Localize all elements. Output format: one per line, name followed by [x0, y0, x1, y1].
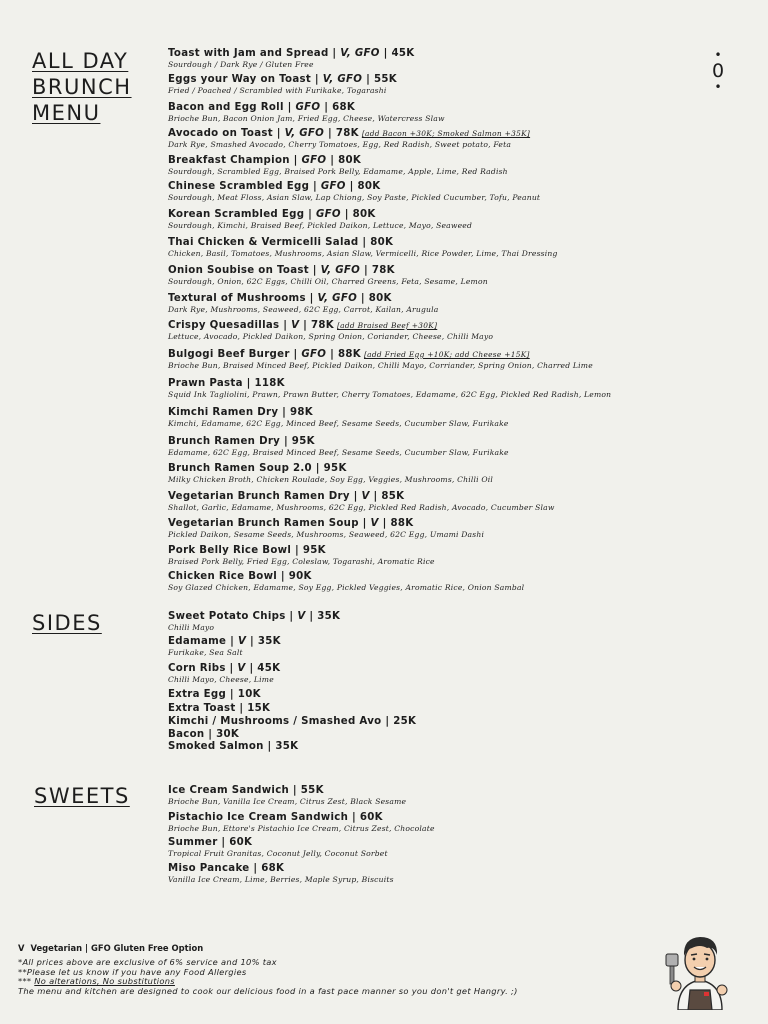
item-name — [168, 729, 239, 741]
item-description: Vanilla Ice Cream, Lime, Berries, Maple Syrup, Biscuits — [168, 875, 394, 884]
item-name — [168, 812, 435, 824]
item-description: Brioche Bun, Bacon Onion Jam, Fried Egg, Cheese, Watercress Slaw — [168, 114, 445, 123]
item-title: Extra Toast | 15K — [168, 703, 271, 714]
sweets-item — [168, 785, 406, 807]
item-title: Chinese Scrambled Egg | — [168, 181, 321, 192]
item-description: Fried / Poached / Scrambled with Furikake, Togarashi — [168, 86, 387, 95]
sweets-item — [168, 863, 394, 885]
sides-item — [168, 703, 270, 715]
item-title: Corn Ribs | — [168, 663, 238, 674]
item-addon: [add Braised Beef +30K] — [337, 321, 438, 330]
item-price: | 68K — [320, 102, 356, 113]
item-name — [168, 128, 530, 140]
brunch-item — [168, 181, 540, 203]
sides-section-title — [32, 610, 102, 636]
sweets-section-title — [34, 783, 130, 809]
brunch-item — [168, 349, 593, 371]
marker-dot-top: • — [714, 48, 722, 62]
item-description: Brioche Bun, Ettore's Pistachio Ice Cream, Citrus Zest, Chocolate — [168, 824, 435, 833]
marker-dot-bottom: • — [714, 80, 722, 94]
brunch-item — [168, 237, 558, 259]
item-title: Brunch Ramen Dry | 95K — [168, 436, 315, 447]
item-name — [168, 349, 593, 361]
brunch-item — [168, 74, 397, 96]
item-description: Sourdough, Scrambled Egg, Braised Pork Belly, Edamame, Apple, Lime, Red Radish — [168, 167, 508, 176]
brunch-item — [168, 463, 493, 485]
item-name — [168, 102, 445, 114]
item-name — [168, 293, 438, 305]
dietary-tags: GFO — [301, 349, 327, 360]
item-description: Chicken, Basil, Tomatoes, Mushrooms, Asian Slaw, Vermicelli, Rice Powder, Lime, Thai Dressing — [168, 249, 558, 258]
item-name — [168, 837, 388, 849]
item-name — [168, 48, 414, 60]
brunch-item — [168, 102, 445, 124]
item-price: | 55K — [362, 74, 397, 85]
brunch-item — [168, 518, 484, 540]
item-title: Pistachio Ice Cream Sandwich | 60K — [168, 812, 383, 823]
item-title: Sweet Potato Chips | — [168, 611, 298, 622]
item-title: Kimchi Ramen Dry | 98K — [168, 407, 313, 418]
brunch-title-line-2: BRUNCH — [32, 75, 132, 99]
item-name — [168, 237, 558, 249]
item-description: Edamame, 62C Egg, Braised Minced Beef, Sesame Seeds, Cucumber Slaw, Furikake — [168, 448, 509, 457]
item-title: Avocado on Toast | — [168, 128, 285, 139]
note-kitchen: The menu and kitchen are designed to cook our delicious food in a fast pace manner so you don't get Hangry. ;) — [18, 985, 518, 996]
dietary-tags: V, GFO — [317, 293, 358, 304]
item-title: Breakfast Champion | — [168, 155, 302, 166]
item-title: Vegetarian Brunch Ramen Soup | — [168, 518, 371, 529]
dietary-tags: V — [297, 611, 306, 622]
item-name — [168, 611, 340, 623]
brunch-item — [168, 209, 472, 231]
dietary-tags: V — [237, 636, 247, 647]
item-title: Miso Pancake | 68K — [168, 863, 285, 874]
item-description: Kimchi, Edamame, 62C Egg, Minced Beef, Sesame Seeds, Cucumber Slaw, Furikake — [168, 419, 509, 428]
item-name — [168, 571, 524, 583]
item-title: Bulgogi Beef Burger | — [168, 349, 302, 360]
item-title: Smoked Salmon | 35K — [168, 741, 299, 752]
item-price: | 35K — [246, 636, 281, 647]
item-addon: [add Fried Egg +10K; add Cheese +15K] — [363, 350, 530, 359]
item-price: | 85K — [369, 491, 405, 502]
item-name — [168, 74, 397, 86]
brunch-title-line-3: MENU — [32, 101, 101, 125]
sides-title-text: SIDES — [32, 611, 102, 635]
dietary-tags: V, GFO — [320, 265, 361, 276]
brunch-item — [168, 545, 435, 567]
item-description: Dark Rye, Mushrooms, Seaweed, 62C Egg, Carrot, Kailan, Arugula — [168, 305, 439, 314]
item-name — [168, 689, 261, 701]
sides-item — [168, 716, 416, 728]
item-name — [168, 181, 540, 193]
item-description: Lettuce, Avocado, Pickled Daikon, Spring Onion, Coriander, Cheese, Chilli Mayo — [168, 332, 494, 341]
sides-item — [168, 611, 340, 633]
note-alterations-text: No alterations, No substitutions — [34, 976, 175, 987]
item-name — [168, 785, 406, 797]
item-description: Tropical Fruit Granitas, Coconut Jelly, Coconut Sorbet — [168, 849, 388, 858]
brunch-item — [168, 320, 493, 342]
item-name — [168, 703, 270, 715]
brunch-item — [168, 571, 524, 593]
item-name — [168, 436, 509, 448]
item-description: Chilli Mayo — [168, 623, 215, 632]
item-name — [168, 155, 508, 167]
dietary-tags: V — [237, 663, 246, 674]
item-name — [168, 518, 484, 530]
item-description: Sourdough / Dark Rye / Gluten Free — [168, 60, 314, 69]
item-name — [168, 741, 298, 753]
item-name — [168, 716, 416, 728]
item-title: Pork Belly Rice Bowl | 95K — [168, 545, 326, 556]
item-title: Eggs your Way on Toast | — [168, 74, 323, 85]
item-description: Milky Chicken Broth, Chicken Roulade, Soy Egg, Veggies, Mushrooms, Chilli Oil — [168, 475, 494, 484]
footer-notes — [18, 958, 518, 996]
item-description: Pickled Daikon, Sesame Seeds, Mushrooms, Seaweed, 62C Egg, Umami Dashi — [168, 530, 485, 539]
sides-item — [168, 741, 298, 753]
sides-item — [168, 663, 280, 685]
item-title: Summer | 60K — [168, 837, 253, 848]
page-number: 0 — [711, 60, 725, 82]
brunch-item — [168, 48, 414, 70]
item-title: Textural of Mushrooms | — [168, 293, 318, 304]
item-description: Chilli Mayo, Cheese, Lime — [168, 675, 274, 684]
item-price: | 45K — [379, 48, 415, 59]
legend-text: Vegetarian | GFO Gluten Free Option — [30, 943, 204, 953]
item-title: Korean Scrambled Egg | — [168, 209, 317, 220]
brunch-title-line-1: ALL DAY — [32, 49, 129, 73]
brunch-item — [168, 155, 508, 177]
item-name — [168, 407, 509, 419]
brunch-item — [168, 407, 509, 429]
item-name — [168, 545, 435, 557]
brunch-item — [168, 491, 555, 513]
item-description: Soy Glazed Chicken, Edamame, Soy Egg, Pickled Veggies, Aromatic Rice, Onion Sambal — [168, 583, 525, 592]
chef-mascot-icon — [664, 924, 736, 1010]
dietary-tags: V — [361, 491, 370, 502]
item-name — [168, 636, 281, 648]
sweets-item — [168, 812, 435, 834]
dietary-tags: GFO — [320, 181, 346, 192]
item-description: Sourdough, Kimchi, Braised Beef, Pickled Daikon, Lettuce, Mayo, Seaweed — [168, 221, 473, 230]
item-description: Braised Pork Belly, Fried Egg, Coleslaw, Togarashi, Aromatic Rice — [168, 557, 435, 566]
item-title: Ice Cream Sandwich | 55K — [168, 785, 324, 796]
brunch-item — [168, 378, 611, 400]
item-name — [168, 265, 488, 277]
item-description: Squid Ink Tagliolini, Prawn, Prawn Butter, Cherry Tomatoes, Edamame, 62C Egg, Pickled Red Radish, Lemon — [168, 390, 612, 399]
note-prices: *All prices above are exclusive of 6% service and 10% tax — [18, 957, 277, 967]
item-name — [168, 463, 493, 475]
item-price: | 45K — [245, 663, 281, 674]
item-title: Bacon | 30K — [168, 729, 240, 740]
item-title: Brunch Ramen Soup 2.0 | 95K — [168, 463, 347, 474]
item-price: | 88K — [326, 349, 361, 360]
dietary-tags: V, GFO — [322, 74, 363, 85]
dietary-tags: GFO — [301, 155, 327, 166]
item-price: | 80K — [340, 209, 376, 220]
item-price: | 35K — [305, 611, 341, 622]
dietary-tags: V — [370, 518, 379, 529]
dietary-tags: GFO — [316, 209, 341, 220]
item-name — [168, 663, 280, 675]
item-description: Furikake, Sea Salt — [168, 648, 243, 657]
item-name — [168, 863, 394, 875]
item-title: Extra Egg | 10K — [168, 689, 261, 700]
item-title: Edamame | — [168, 636, 238, 647]
sides-item — [168, 689, 261, 701]
sweets-title-text: SWEETS — [34, 784, 130, 808]
item-title: Chicken Rice Bowl | 90K — [168, 571, 312, 582]
item-name — [168, 209, 472, 221]
brunch-item — [168, 265, 488, 287]
dietary-tags: V, GFO — [284, 128, 325, 139]
item-title: Thai Chicken & Vermicelli Salad | 80K — [168, 237, 394, 248]
dietary-legend — [18, 943, 203, 953]
item-title: Onion Soubise on Toast | — [168, 265, 321, 276]
brunch-item — [168, 436, 509, 458]
item-price: | 78K — [299, 320, 334, 331]
item-price: | 80K — [326, 155, 362, 166]
item-title: Vegetarian Brunch Ramen Dry | — [168, 491, 362, 502]
item-name — [168, 491, 555, 503]
item-description: Brioche Bun, Braised Minced Beef, Pickled Daikon, Chilli Mayo, Corriander, Spring Onion, Charred Lime — [168, 361, 593, 370]
item-price: | 88K — [378, 518, 414, 529]
item-price: | 80K — [345, 181, 381, 192]
item-description: Shallot, Garlic, Edamame, Mushrooms, 62C Egg, Pickled Red Radish, Avocado, Cucumber Slaw — [168, 503, 555, 512]
page-marker — [708, 50, 728, 92]
item-title: Crispy Quesadillas | — [168, 320, 292, 331]
item-title: Prawn Pasta | 118K — [168, 378, 285, 389]
dietary-tags: GFO — [295, 102, 321, 113]
item-description: Sourdough, Onion, 62C Eggs, Chilli Oil, Charred Greens, Feta, Sesame, Lemon — [168, 277, 488, 286]
item-title: Toast with Jam and Spread | — [168, 48, 341, 59]
item-description: Sourdough, Meat Floss, Asian Slaw, Lap Chiong, Soy Paste, Pickled Cucumber, Tofu, Peanut — [168, 193, 541, 202]
item-name — [168, 320, 493, 332]
legend-v: V — [18, 943, 25, 953]
sweets-item — [168, 837, 388, 859]
dietary-tags: V — [291, 320, 300, 331]
item-description: Dark Rye, Smashed Avocado, Cherry Tomatoes, Egg, Red Radish, Sweet potato, Feta — [168, 140, 512, 149]
item-name — [168, 378, 611, 390]
item-price: | 78K — [324, 128, 359, 139]
note-allergies: **Please let us know if you have any Food Allergies — [18, 966, 247, 977]
brunch-section-title — [32, 48, 132, 126]
item-title: Kimchi / Mushrooms / Smashed Avo | 25K — [168, 716, 417, 727]
note-alterations-prefix: *** — [18, 976, 35, 987]
sides-item — [168, 729, 239, 741]
item-title: Bacon and Egg Roll | — [168, 102, 296, 113]
dietary-tags: V, GFO — [340, 48, 380, 59]
sides-item — [168, 636, 281, 658]
item-description: Brioche Bun, Vanilla Ice Cream, Citrus Zest, Black Sesame — [168, 797, 407, 806]
item-price: | 78K — [360, 265, 395, 276]
brunch-item — [168, 128, 530, 150]
item-addon: [add Bacon +30K; Smoked Salmon +35K] — [361, 129, 531, 138]
item-price: | 80K — [357, 293, 392, 304]
brunch-item — [168, 293, 438, 315]
